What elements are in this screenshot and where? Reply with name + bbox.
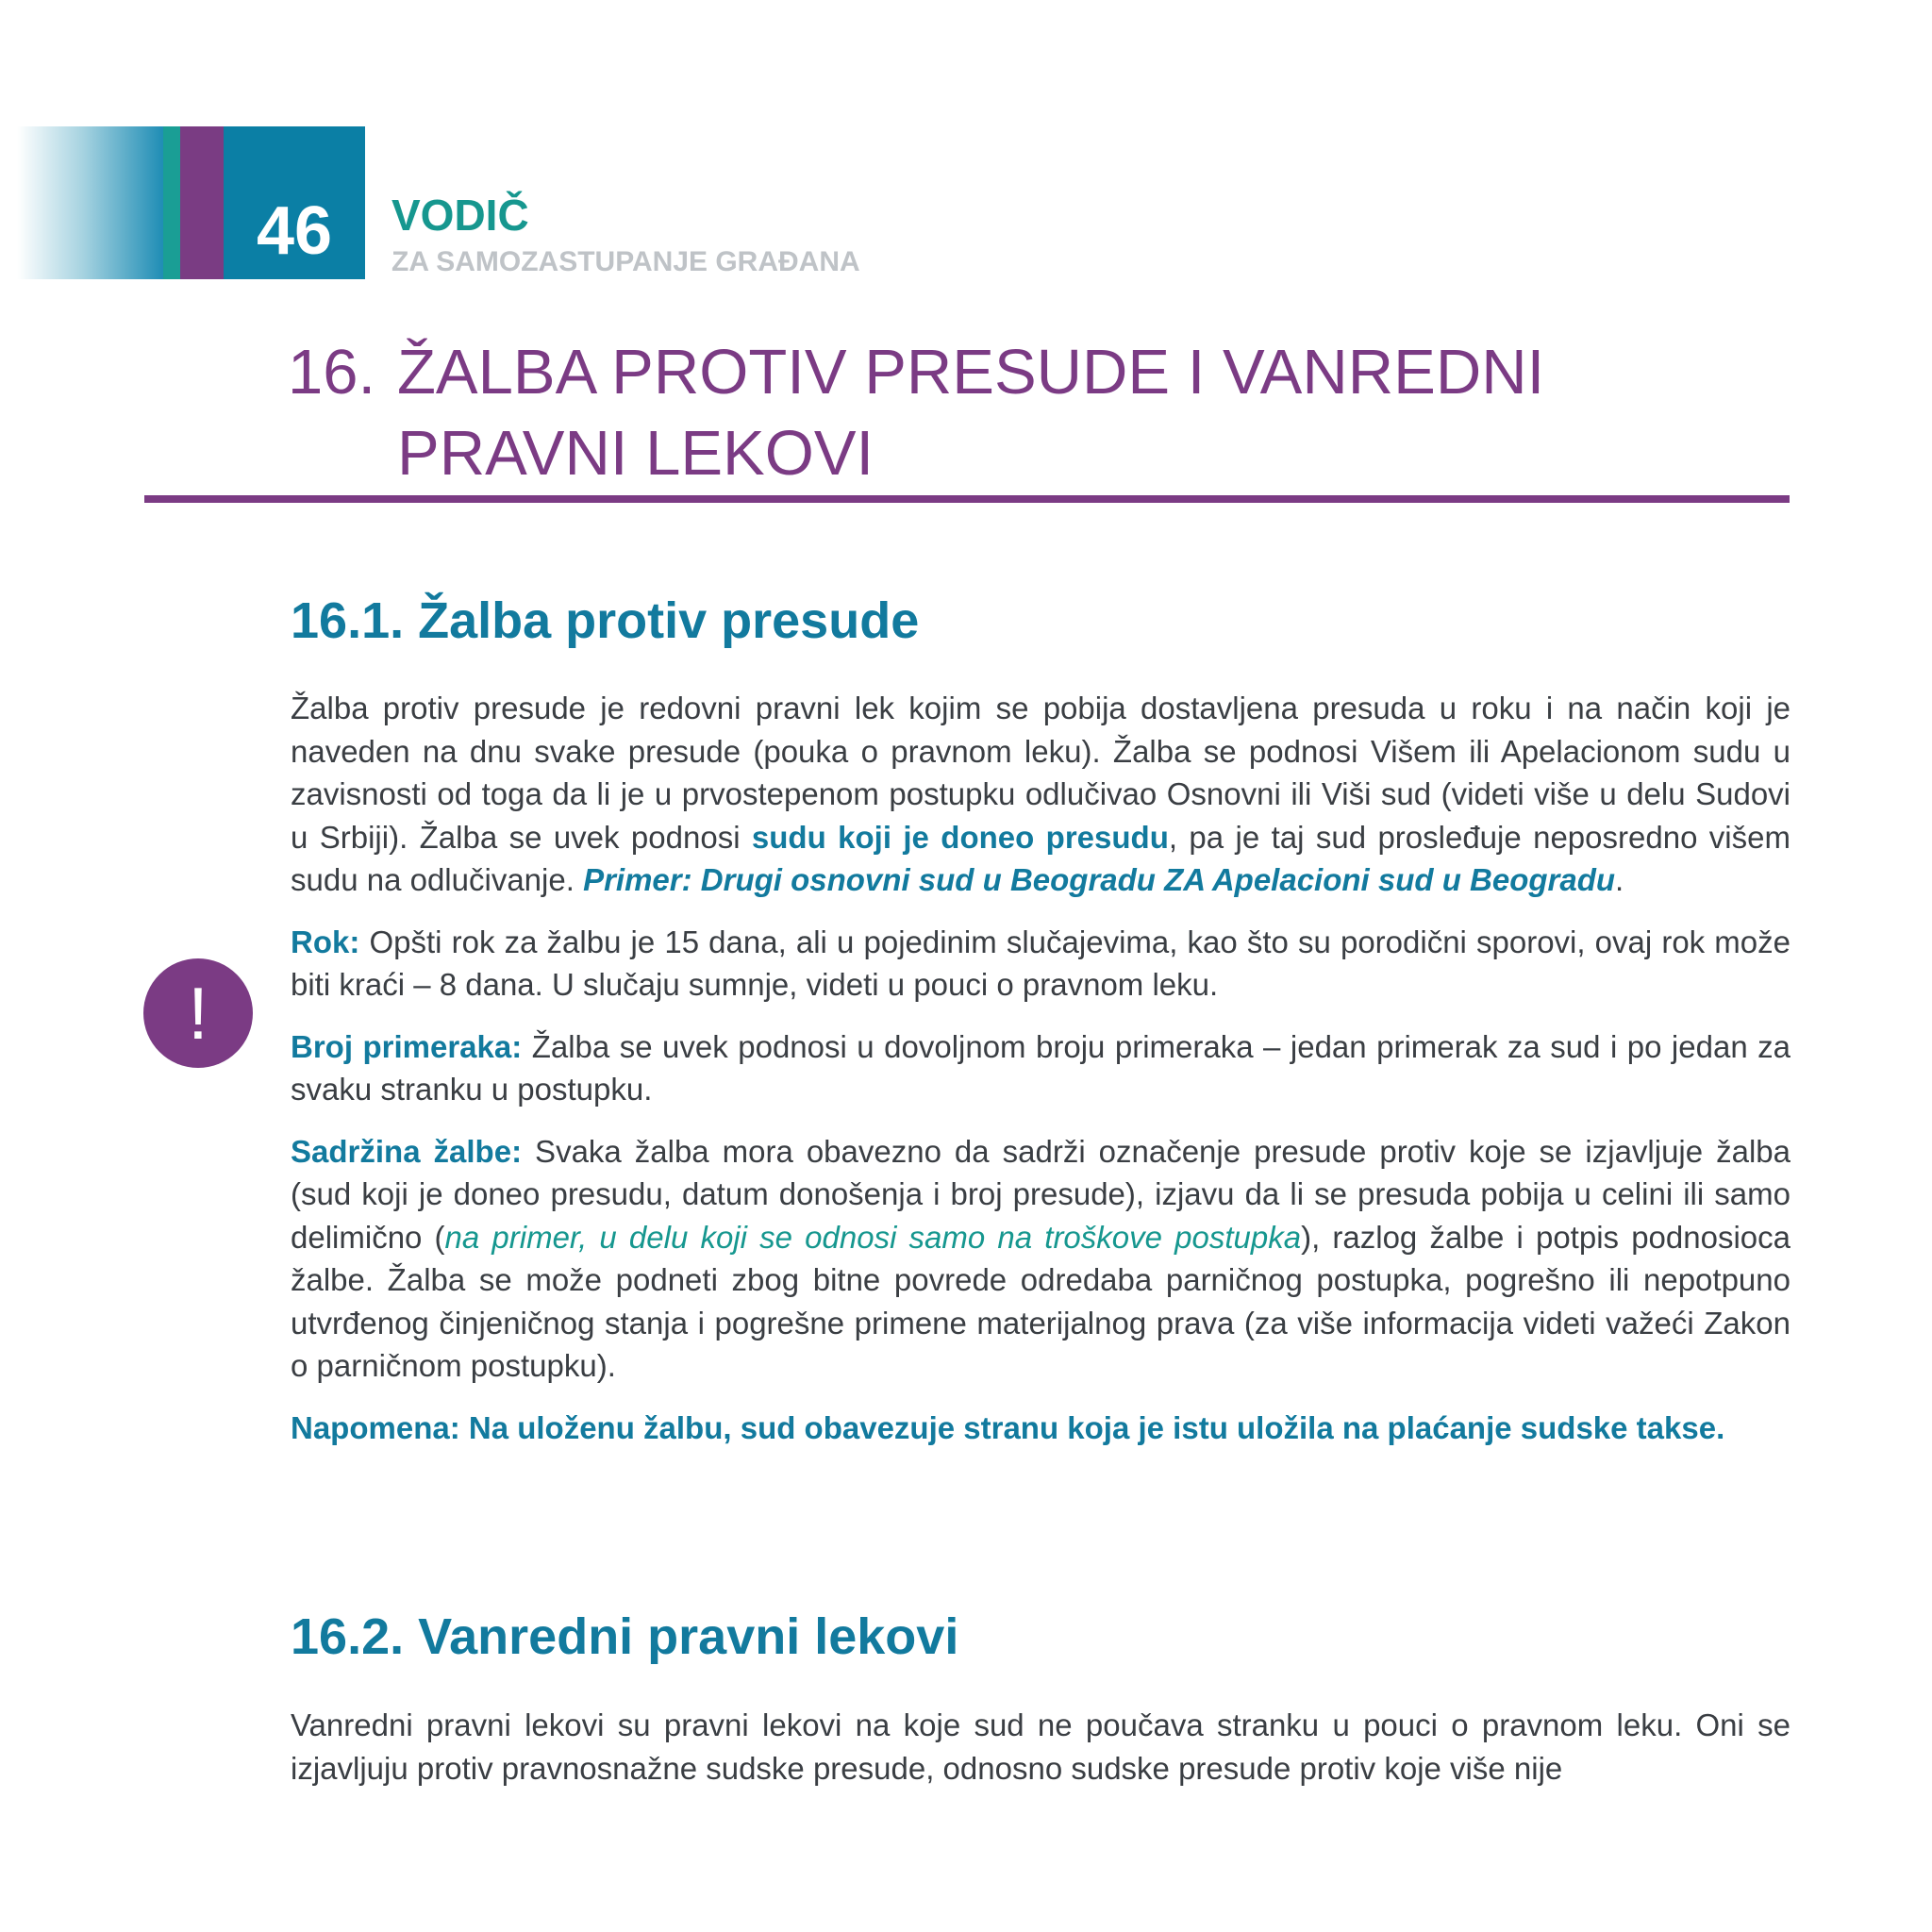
note-napomena: Napomena: Na uloženu žalbu, sud obavezuje stranu koja je istu uložila na plaćanje sudske takse. — [291, 1409, 1725, 1445]
chapter-number: 16. — [288, 337, 376, 408]
section-heading-16-2: 16.2. Vanredni pravni lekovi — [291, 1608, 959, 1665]
alert-icon: ! — [143, 958, 253, 1068]
text-run: Žalba se uvek podnosi u dovoljnom broju primeraka – jedan primerak za sud i po jedan za svaku stranku u postupku. — [291, 1028, 1790, 1107]
section-body-16-1 — [291, 687, 1790, 1468]
label-broj: Broj primeraka: — [291, 1028, 523, 1064]
text-run: , pa je taj sud prosleđuje neposredno višem sudu na odlučivanje. — [291, 819, 1790, 897]
page-number: 46 — [256, 193, 333, 269]
chapter-title-line1: ŽALBA PROTIV PRESUDE I VANREDNI — [397, 337, 1545, 408]
text-run: Opšti rok za žalbu je 15 dana, ali u pojedinim slučajevima, kao što su porodični sporovi, ovaj rok može biti kraći – 8 dana. U slučaju sumnje, videti u pouci o pravnom leku. — [291, 924, 1790, 1002]
text-run: Žalba protiv presude je redovni pravni lek kojim se pobija dostavljena presuda u roku i na način koji je naveden na dnu svake presude (pouka o pravnom leku). Žalba se podnosi Višem ili Apelacionom sudu u zavisnosti od toga da li je u prvostepenom postupku odlučivao Osnovni ili Viši sud (videti više u delu Sudovi u Srbiji). Žalba se uvek podnosi — [291, 691, 1790, 855]
label-sadrzina: Sadržina žalbe: — [291, 1133, 523, 1169]
chapter-title-line2: PRAVNI LEKOVI — [397, 418, 874, 489]
paragraph-vanredni: Vanredni pravni lekovi su pravni lekovi na koje sud ne poučava stranku u pouci o pravnom leku. Oni se izjavljuju protiv pravnosnažne sudske presude, odnosno sudske presude protiv koje više nije — [291, 1707, 1790, 1786]
paragraph-rok — [291, 921, 1790, 1007]
text-run: ), razlog žalbe i potpis podnosioca žalbe. Žalba se može podneti zbog bitne povrede odredaba parničnog postupka, pogrešno ili nepotpuno utvrđenog činjeničnog stanja i pogrešne primene materijalnog prava (za više informacija videti važeći Zakon o parničnom postupku). — [291, 1219, 1790, 1383]
example-text: Primer: Drugi osnovni sud u Beogradu ZA Apelacioni sud u Beogradu — [583, 862, 1616, 897]
paragraph-sadrzina — [291, 1130, 1790, 1388]
header-teal-stripe — [163, 126, 180, 279]
label-rok: Rok: — [291, 924, 360, 959]
guide-subtitle: ZA SAMOZASTUPANJE GRAĐANA — [391, 246, 860, 277]
header-purple-stripe — [180, 126, 224, 279]
section-body-16-2 — [291, 1704, 1790, 1808]
paragraph-intro — [291, 687, 1790, 902]
text-run: . — [1615, 862, 1624, 897]
example-text: na primer, u delu koji se odnosi samo na troškove postupka — [444, 1219, 1302, 1255]
header-gradient — [17, 126, 163, 279]
chapter-divider — [144, 495, 1790, 503]
text-run: Svaka žalba mora obavezno da sadrži označenje presude protiv koje se izjavljuje žalba (sud koji je doneo presudu, datum donošenja i broj presude), izjavu da li se presuda pobija u celini ili samo delimično ( — [291, 1133, 1791, 1255]
paragraph-broj — [291, 1025, 1790, 1111]
guide-title: VODIČ — [391, 191, 529, 240]
section-heading-16-1: 16.1. Žalba protiv presude — [291, 592, 920, 649]
highlight-court: sudu koji je doneo presudu — [751, 819, 1169, 855]
chapter-title — [288, 332, 1816, 494]
